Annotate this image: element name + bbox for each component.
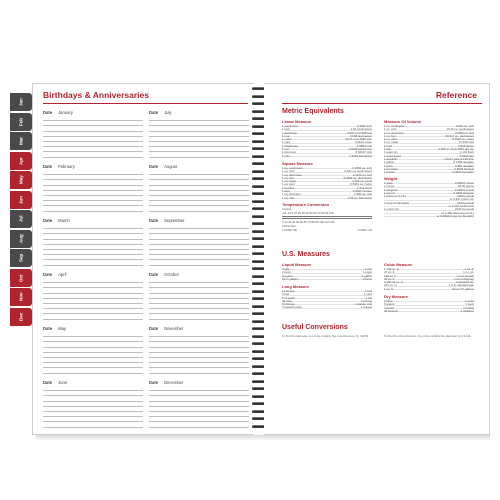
row-equivalent: 0.061 cu. inch xyxy=(456,124,474,128)
row-unit: 4 gills xyxy=(282,267,290,271)
row-equivalent: 1 foot xyxy=(364,289,372,293)
row-unit: 1 cu. decimeter xyxy=(384,130,404,135)
row-unit: 40 cu. ft. xyxy=(384,276,396,281)
volume-table xyxy=(384,124,474,173)
table-row xyxy=(384,214,474,217)
row-equivalent: 0.7168 cord xyxy=(458,140,474,145)
page-shadow xyxy=(36,435,490,441)
row-unit: 1 cu. meter xyxy=(384,140,399,145)
month-block xyxy=(43,271,143,320)
row-unit: 1 sq. kilometer xyxy=(282,192,301,197)
row-unit: 1 centimeter xyxy=(282,124,298,128)
row-equivalent: 0.1076 sq. foot xyxy=(352,172,372,177)
row-unit: 1 sq. mile xyxy=(282,195,295,200)
month-block xyxy=(149,379,249,428)
row-unit: 128 cu. ft. xyxy=(384,273,397,278)
row-equivalent: 0.9144 meter xyxy=(354,140,372,145)
volume-title: Measure Of Volume xyxy=(384,119,422,124)
entry-line[interactable] xyxy=(43,368,143,373)
date-label: Date xyxy=(149,218,159,223)
row-unit: 1 sq. decimeter xyxy=(282,172,302,177)
left-page xyxy=(32,83,254,435)
entry-line[interactable] xyxy=(43,152,143,157)
month-block xyxy=(149,217,249,266)
row-equivalent: 1 quart xyxy=(465,299,474,303)
row-equivalent: 2.54 centimeters xyxy=(350,127,372,132)
date-label: Date xyxy=(149,164,159,169)
month-header xyxy=(149,217,249,224)
fahrenheit-values: 0 10 20 30 40 50 60 70 80 90 100 110 120 xyxy=(282,220,335,224)
formula-f: F=9/5C+32 xyxy=(358,228,372,232)
row-unit: 1 sq. inch xyxy=(282,169,295,174)
month-name: September xyxy=(164,218,185,223)
right-page xyxy=(264,83,490,435)
month-header xyxy=(43,217,143,224)
row-equivalent: 1 bushel xyxy=(463,305,474,310)
month-name: November xyxy=(164,326,184,331)
table-row xyxy=(384,287,474,290)
entry-line[interactable] xyxy=(149,152,249,157)
row-equivalent: 0.7646 cu. meter xyxy=(452,137,474,142)
month-tab[interactable]: Sep xyxy=(10,249,32,267)
square-table xyxy=(282,166,372,199)
row-unit: 1 short ton (U.S.) xyxy=(384,194,407,199)
row-equivalent: 0.386 sq. mile xyxy=(354,192,372,197)
row-equivalent: 1 quart xyxy=(363,270,372,275)
row-unit: 1 cu. inch xyxy=(384,127,397,132)
month-block xyxy=(149,325,249,374)
date-label: Date xyxy=(43,380,53,385)
row-equivalent: 2.2046 pounds xyxy=(454,187,474,192)
row-unit: 1 cu. centimeter xyxy=(384,124,405,128)
row-unit: 1 metric ton xyxy=(384,207,400,212)
row-equivalent: 1 rod xyxy=(365,295,372,300)
row-equivalent: 0.9463 liter xyxy=(459,153,474,158)
month-block xyxy=(43,217,143,266)
month-block xyxy=(149,109,249,158)
entry-line[interactable] xyxy=(43,314,143,319)
month-block xyxy=(43,325,143,374)
row-unit: 1 sq. foot xyxy=(282,175,294,180)
row-unit: 4 quarts xyxy=(282,273,293,278)
date-label: Date xyxy=(43,110,53,115)
row-equivalent: 0.5029 dekameter xyxy=(348,147,372,152)
month-header xyxy=(149,163,249,170)
entry-line[interactable] xyxy=(43,422,143,427)
row-unit: 1 gram xyxy=(384,181,393,185)
cubic-title: Cubic Measure xyxy=(384,262,413,267)
row-equivalent: about 7½ gallons xyxy=(451,286,474,291)
month-tab[interactable]: Feb xyxy=(10,113,32,131)
celsius-label: Celsius xyxy=(282,207,292,211)
month-name: October xyxy=(164,272,179,277)
month-header xyxy=(43,271,143,278)
month-header xyxy=(149,271,249,278)
row-equivalent: 1 yard xyxy=(363,292,372,297)
month-block xyxy=(149,163,249,212)
row-equivalent: 3.625 steres xyxy=(458,143,474,148)
month-tab[interactable]: Jun xyxy=(10,191,32,209)
useful-note-right: To find the circumference of a circle multiply the diameter by 3.1416. xyxy=(384,334,472,338)
row-equivalent: 28.35 grams xyxy=(457,184,474,189)
us-title: U.S. Measures xyxy=(282,251,330,258)
dry-table xyxy=(384,299,474,312)
row-unit: 2 pints xyxy=(282,270,291,275)
entry-line[interactable] xyxy=(149,314,249,319)
row-unit: 1 kilometer xyxy=(282,150,297,155)
linear-title: Linear Measure xyxy=(282,119,312,124)
date-label: Date xyxy=(149,110,159,115)
row-equivalent: 2.471 acres xyxy=(356,185,372,190)
table-row xyxy=(282,154,372,157)
row-unit: 1 ounce xyxy=(384,184,395,189)
row-equivalent: 0.3937 inch xyxy=(357,124,372,128)
row-unit: 1 sq. meter xyxy=(282,179,297,184)
temp-bar xyxy=(282,216,372,219)
entry-line[interactable] xyxy=(43,260,143,265)
date-label: Date xyxy=(43,272,53,277)
row-unit: 8 furlongs xyxy=(282,302,295,307)
date-label: Date xyxy=(149,380,159,385)
row-equivalent: 1.101 liters xyxy=(459,150,474,155)
date-label: Date xyxy=(43,218,53,223)
date-label: Date xyxy=(149,326,159,331)
month-header xyxy=(149,325,249,332)
month-header xyxy=(43,379,143,386)
month-block xyxy=(43,109,143,158)
celsius-values: -18 -10 0 10 20 30 40 50 60 70 80 90 100 xyxy=(282,211,334,215)
row-unit: 1 meter xyxy=(282,137,292,142)
row-equivalent: 1 chaldron xyxy=(460,308,474,313)
month-name: December xyxy=(164,380,184,385)
row-equivalent: 0.1550 sq. inch xyxy=(352,166,372,170)
row-equivalent: 2.59 sq. kilometers xyxy=(347,195,372,200)
weight-title: Weight xyxy=(384,176,398,181)
table-row xyxy=(282,196,372,199)
month-name: February xyxy=(58,164,75,169)
month-header xyxy=(43,163,143,170)
row-unit: 8 quarts xyxy=(384,302,395,307)
row-unit: 1 bushel xyxy=(384,170,395,175)
month-name: January xyxy=(58,110,73,115)
month-tab[interactable]: Aug xyxy=(10,230,32,248)
month-tab[interactable]: Nov xyxy=(10,288,32,306)
row-unit: 1 hectare xyxy=(282,185,295,190)
row-unit: 1 cord xyxy=(384,143,393,148)
month-block xyxy=(149,271,249,320)
row-unit: 1 cu. ft. xyxy=(384,286,394,291)
liquid-table xyxy=(282,267,372,280)
cubic-table xyxy=(384,267,474,290)
row-unit: 1 inch xyxy=(282,127,290,132)
row-unit: 1 long ton (English) xyxy=(384,200,409,205)
row-unit: 2 pints xyxy=(384,299,393,303)
table-row xyxy=(282,277,372,280)
row-unit: 3 feet xyxy=(282,292,290,297)
row-equivalent: 1.9884 rods xyxy=(356,143,372,148)
row-equivalent: 0.03527 ounce xyxy=(454,181,474,185)
month-name: June xyxy=(58,380,68,385)
long-title: Long Measure xyxy=(282,284,310,289)
row-equivalent: 0.8361 sq. meter xyxy=(350,182,372,187)
row-unit: 1 hectoliter xyxy=(384,166,399,171)
month-header xyxy=(149,379,249,386)
date-label: Date xyxy=(43,326,53,331)
row-unit: 1 foot xyxy=(282,133,290,138)
row-equivalent: 1 cu. yd. xyxy=(463,270,474,275)
row-equivalent: 6.452 sq. centimeters xyxy=(344,169,372,174)
row-unit: 27 cu. ft. xyxy=(384,270,396,275)
row-unit: 1 sq. centimeter xyxy=(282,166,303,170)
table-row xyxy=(384,309,474,312)
formula-c: C=5/9(F-32) xyxy=(282,228,298,232)
date-label: Date xyxy=(149,272,159,277)
row-equivalent: 1 statute mile xyxy=(354,302,372,307)
month-tab[interactable]: Apr xyxy=(10,152,32,170)
row-equivalent: 1 cu. ft. xyxy=(464,267,474,271)
row-unit: 231 cu. in. xyxy=(384,283,398,288)
row-equivalent: or 1.016 metric tons xyxy=(448,204,474,209)
month-tab[interactable]: Jul xyxy=(10,210,32,228)
row-equivalent: 1 furlong xyxy=(360,298,372,303)
row-unit: 31-½ gallons xyxy=(282,276,299,281)
row-unit: 1 dekameter xyxy=(282,143,299,148)
row-equivalent: 0.62137 mile xyxy=(355,150,372,155)
liquid-title: Liquid Measure xyxy=(282,262,312,267)
row-unit: 3 nautical miles xyxy=(282,305,302,310)
row-unit: 1 quart liquid xyxy=(384,153,401,158)
row-equivalent: 0.908 qt. dry/1.0567 qts. liq. xyxy=(438,147,474,152)
fahrenheit-label: Fahrenheit xyxy=(282,224,296,228)
row-unit: 1 rod xyxy=(282,147,289,152)
entry-line[interactable] xyxy=(149,368,249,373)
long-table xyxy=(282,289,372,309)
month-header xyxy=(43,109,143,116)
row-equivalent: 28.317 cu. decimeters xyxy=(445,133,474,138)
entry-line[interactable] xyxy=(149,422,249,427)
useful-title: Useful Conversions xyxy=(282,324,348,331)
row-equivalent: or 0.98421 long ton (English) xyxy=(436,213,474,218)
month-name: March xyxy=(58,218,70,223)
row-equivalent: 1 barrel xyxy=(362,276,372,281)
row-unit: 1 cu. foot xyxy=(384,133,396,138)
row-unit: 1 kilogram xyxy=(384,187,398,192)
row-unit: 1 peck xyxy=(384,163,393,168)
row-equivalent: 2.8378 bushels xyxy=(454,166,474,171)
useful-note-left: To find the diameter of a circle multiply the circumference by .31831. xyxy=(282,334,370,338)
row-equivalent: 0.3524 hectoliter xyxy=(452,170,474,175)
month-block xyxy=(43,163,143,212)
row-unit: 1 dekaliter xyxy=(384,156,398,161)
month-name: May xyxy=(58,326,66,331)
row-equivalent: 2240 pounds xyxy=(457,200,474,205)
square-title: Square Measure xyxy=(282,161,313,166)
page-title: Birthdays & Anniversaries xyxy=(43,90,149,100)
date-label: Date xyxy=(43,164,53,169)
row-unit: 1 pound xyxy=(384,190,395,195)
row-equivalent: 0.0353 cu. foot xyxy=(454,130,474,135)
row-equivalent: 1.196 sq. yards xyxy=(352,179,372,184)
temp-scale xyxy=(282,207,372,232)
row-equivalent: 0.881 dekaliter xyxy=(455,163,474,168)
row-unit: 1,728 cu. in. xyxy=(384,267,400,271)
row-equivalent: 1 standard bu. xyxy=(455,280,474,285)
row-equivalent: or 0.907 metric ton xyxy=(449,197,474,202)
row-equivalent: 0.3785 dekaliter xyxy=(453,160,474,165)
row-equivalent: 1 league xyxy=(360,305,372,310)
planner-spread xyxy=(6,83,494,435)
row-equivalent: 3.937 in./0.328 feet xyxy=(347,130,372,135)
row-unit: 1 mile xyxy=(282,153,290,158)
row-unit: 2,150.42 cu. in. xyxy=(384,280,404,285)
month-name: August xyxy=(164,164,178,169)
month-tab[interactable]: Oct xyxy=(10,269,32,287)
row-equivalent: 9.2903 sq. decimeters xyxy=(343,175,372,180)
title-rule xyxy=(43,103,248,104)
row-equivalent: 0.4536 kilogram xyxy=(453,190,474,195)
month-tab[interactable]: Jan xyxy=(10,93,32,111)
row-unit: 1 cu. yard xyxy=(384,137,397,142)
month-tab[interactable]: Dec xyxy=(10,308,32,326)
row-equivalent: or 1.102 short tons (U.S.) xyxy=(441,210,474,215)
entry-line[interactable] xyxy=(43,206,143,211)
row-unit: 1 liter xyxy=(384,147,392,152)
month-header xyxy=(43,325,143,332)
month-tab[interactable]: Mar xyxy=(10,132,32,150)
entry-line[interactable] xyxy=(149,206,249,211)
row-unit: 1 acre xyxy=(282,189,291,194)
row-unit: 1 sq. yard xyxy=(282,182,295,187)
month-header xyxy=(149,109,249,116)
entry-line[interactable] xyxy=(149,260,249,265)
month-block xyxy=(43,379,143,428)
row-equivalent: 2000 pounds xyxy=(457,194,474,199)
title-rule xyxy=(282,103,482,104)
row-equivalent: 16.39 cu. centimeters xyxy=(446,127,474,132)
row-equivalent: 2204.6 pounds xyxy=(454,207,474,212)
row-equivalent: 1.6094 kilometers xyxy=(349,153,372,158)
row-equivalent: 1 ton (shipping) xyxy=(454,276,474,281)
row-equivalent: 1 pint xyxy=(364,267,372,271)
row-unit: 4 pecks xyxy=(384,305,394,310)
row-equivalent: 3.048 decimeters xyxy=(349,133,372,138)
row-unit: 5-½ yards xyxy=(282,295,295,300)
row-equivalent: 39.37 in./1.0936 yds. xyxy=(345,137,372,142)
row-unit: 1 quart dry xyxy=(384,150,398,155)
month-name: April xyxy=(58,272,67,277)
row-equivalent: 1 gallon xyxy=(361,273,372,278)
temp-title: Temperature Conversion xyxy=(282,202,330,207)
row-equivalent: 0.4047 hectare xyxy=(352,189,372,194)
dry-title: Dry Measure xyxy=(384,294,409,299)
weight-table xyxy=(384,181,474,217)
row-unit: 1 decimeter xyxy=(282,130,298,135)
row-equivalent: 2.6417 gals./1.135 pks. xyxy=(444,156,474,161)
row-unit: 1 yard xyxy=(282,140,291,145)
row-unit: 40 rods xyxy=(282,298,292,303)
row-equivalent: 1 peck xyxy=(465,302,474,307)
month-tab[interactable]: May xyxy=(10,171,32,189)
month-name: July xyxy=(164,110,172,115)
row-unit: 1 gallon xyxy=(384,160,395,165)
row-unit: 12 inches xyxy=(282,289,295,293)
metric-title: Metric Equivalents xyxy=(282,108,344,115)
row-equivalent: 1 cord (wood) xyxy=(456,273,474,278)
row-equivalent: 1 U.S. standard gal. xyxy=(448,283,474,288)
row-unit: 36 bushels xyxy=(384,308,398,313)
reference-title: Reference xyxy=(435,90,477,100)
linear-table xyxy=(282,124,372,157)
